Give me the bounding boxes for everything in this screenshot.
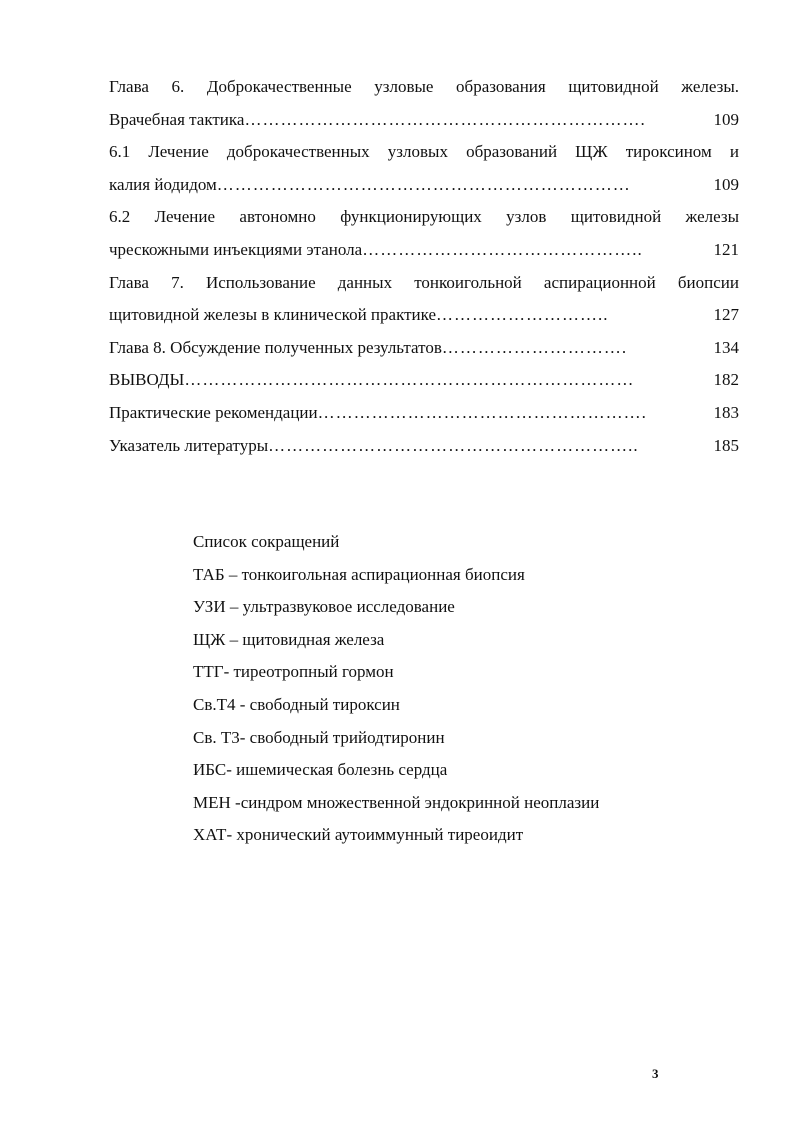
page-number: 3 bbox=[652, 1066, 659, 1081]
table-of-contents bbox=[109, 71, 739, 462]
toc-leader-dots: ……………………….. bbox=[436, 305, 609, 325]
toc-leader-dots: ……………………………………….. bbox=[362, 239, 643, 259]
toc-page-number: 121 bbox=[713, 239, 739, 259]
toc-entry-text: Глава 8. Обсуждение полученных результатов bbox=[109, 337, 442, 357]
toc-page-number: 183 bbox=[713, 402, 739, 422]
toc-entry-text: Практические рекомендации bbox=[109, 402, 318, 422]
toc-leader-dots: …………………………………………………………. bbox=[244, 109, 646, 129]
toc-entry-last-line bbox=[109, 299, 739, 332]
abbreviation-item: ИБС- ишемическая болезнь сердца bbox=[193, 760, 448, 780]
toc-entry-line: 6.2 Лечение автономно функционирующих узлов щитовидной железы bbox=[109, 207, 739, 227]
toc-entry-last-line bbox=[109, 397, 739, 430]
abbreviation-item: ТТГ- тиреотропный гормон bbox=[193, 662, 394, 682]
toc-entry-text: калия йодидом bbox=[109, 174, 217, 194]
toc-entry-text: ВЫВОДЫ bbox=[109, 370, 185, 390]
toc-entry-line: Глава 7. Использование данных тонкоигольной аспирационной биопсии bbox=[109, 272, 739, 292]
toc-entry-last-line bbox=[109, 430, 739, 463]
toc-leader-dots: ………………………………………………. bbox=[317, 402, 647, 422]
abbreviation-item: Св.Т4 - свободный тироксин bbox=[193, 694, 400, 714]
abbreviation-item: ХАТ- хронический аутоиммунный тиреоидит bbox=[193, 825, 524, 845]
toc-page-number: 134 bbox=[713, 337, 739, 357]
abbreviation-item: Св. Т3- свободный трийодтиронин bbox=[193, 727, 445, 747]
toc-entry-line: 6.1 Лечение доброкачественных узловых образований ЩЖ тироксином и bbox=[109, 142, 739, 162]
abbreviation-item: ЩЖ – щитовидная железа bbox=[193, 629, 385, 649]
toc-page-number: 185 bbox=[713, 435, 739, 455]
abbreviations-title: Список сокращений bbox=[193, 532, 340, 551]
toc-entry-last-line bbox=[109, 332, 739, 365]
toc-leader-dots: ………………………………………………………………… bbox=[184, 370, 635, 390]
toc-leader-dots: …………………………………………………….. bbox=[268, 435, 639, 455]
toc-entry-text: щитовидной железы в клинической практике bbox=[109, 305, 437, 325]
toc-entry-last-line bbox=[109, 364, 739, 397]
toc-entry-last-line bbox=[109, 169, 739, 202]
abbreviation-item: ТАБ – тонкоигольная аспирационная биопсия bbox=[193, 564, 525, 584]
toc-entry-last-line bbox=[109, 234, 739, 267]
toc-entry-text: Врачебная тактика bbox=[109, 109, 245, 129]
toc-leader-dots: …………………………. bbox=[441, 337, 628, 357]
toc-entry-text: Указатель литературы bbox=[109, 435, 269, 455]
toc-entry-line: Глава 6. Доброкачественные узловые образования щитовидной железы. bbox=[109, 77, 739, 96]
toc-leader-dots: …………………………………………………………… bbox=[216, 174, 631, 194]
toc-entry-last-line bbox=[109, 104, 739, 137]
abbreviation-item: УЗИ – ультразвуковое исследование bbox=[193, 597, 455, 617]
toc-page-number: 109 bbox=[713, 174, 739, 194]
toc-entry-text: чрескожными инъекциями этанола bbox=[109, 239, 363, 259]
toc-page-number: 182 bbox=[713, 370, 739, 390]
abbreviations-list bbox=[193, 526, 713, 852]
toc-page-number: 127 bbox=[713, 305, 739, 325]
toc-page-number: 109 bbox=[713, 109, 739, 129]
abbreviation-item: МЕН -синдром множественной эндокринной неоплазии bbox=[193, 792, 600, 812]
